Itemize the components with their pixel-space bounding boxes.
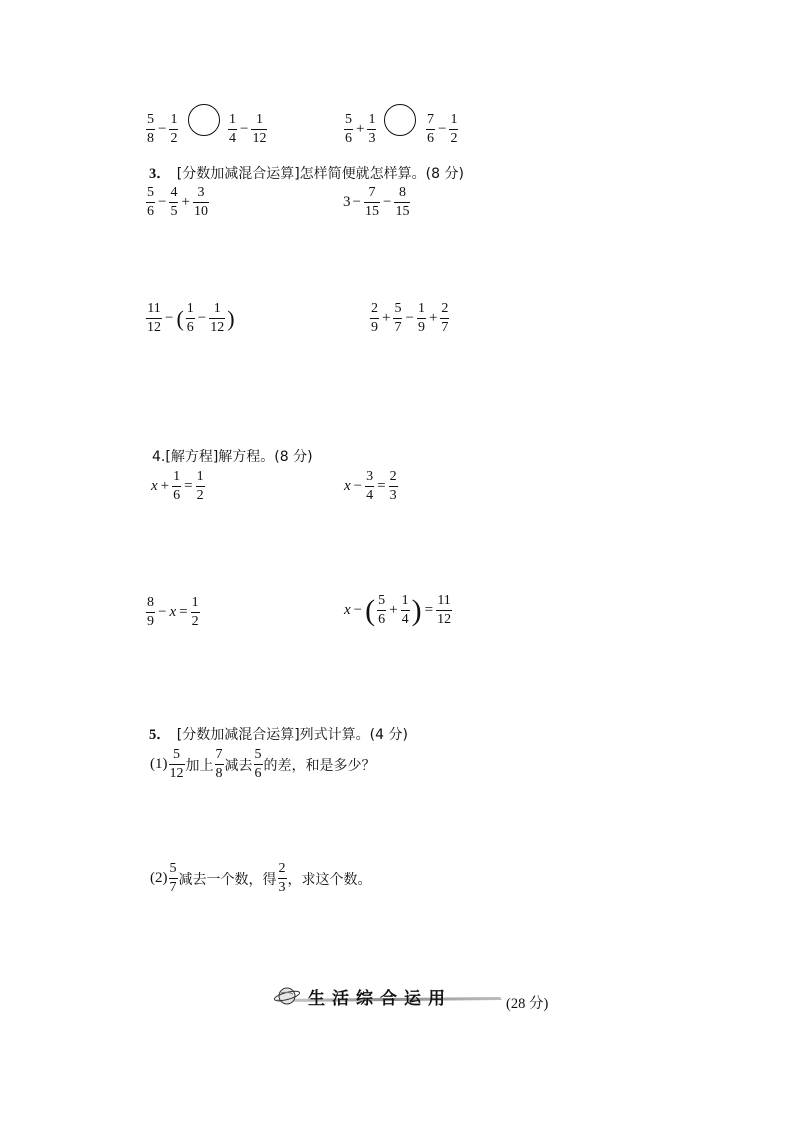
operator: −	[438, 121, 447, 137]
fraction-numerator: 11	[437, 593, 451, 608]
parenthesis: )	[411, 593, 422, 627]
fraction	[193, 186, 209, 219]
q4-equation-3	[145, 596, 201, 629]
fraction	[449, 113, 458, 146]
fraction-denominator: 2	[191, 614, 199, 629]
fraction-numerator: 1	[170, 112, 178, 127]
operator: =	[424, 602, 434, 618]
q5-part-2	[150, 862, 372, 895]
fraction	[196, 470, 205, 503]
compare-answer-circle-left[interactable]	[188, 104, 220, 136]
fraction-denominator: 12	[169, 766, 184, 781]
variable-x: x	[344, 478, 351, 494]
operator: +	[382, 310, 391, 326]
fraction-denominator: 4	[401, 612, 409, 627]
fraction	[146, 596, 155, 629]
fraction-numerator: 1	[417, 301, 425, 316]
fraction-denominator: 7	[169, 880, 177, 895]
operator: −	[382, 194, 392, 210]
fraction-denominator: 6	[427, 131, 434, 146]
fraction-numerator: 5	[254, 747, 262, 762]
fraction-numerator: 11	[147, 301, 161, 316]
fraction-denominator: 9	[147, 614, 154, 629]
fraction	[251, 113, 267, 146]
fraction-numerator: 1	[196, 469, 204, 484]
q4-equation-1	[150, 470, 206, 503]
fraction	[228, 113, 237, 146]
fraction-denominator: 6	[186, 320, 194, 335]
fraction-denominator: 6	[147, 204, 154, 219]
fraction-numerator: 7	[215, 747, 223, 762]
variable-x: x	[151, 478, 158, 494]
fraction-numerator: 1	[229, 112, 236, 127]
fraction	[146, 302, 162, 335]
fraction-denominator: 3	[278, 880, 286, 895]
expression-text: 减去一个数，得	[178, 871, 277, 888]
fraction-denominator: 6	[173, 488, 181, 503]
operator: −	[158, 604, 167, 620]
parenthesis: )	[227, 305, 235, 331]
q3-expression-3	[145, 302, 236, 335]
fraction	[436, 594, 452, 627]
operator: +	[356, 121, 365, 137]
fraction-numerator: 1	[213, 301, 221, 316]
fraction-denominator: 7	[441, 320, 449, 335]
compare-left-expression	[145, 113, 179, 146]
fraction-numerator: 5	[173, 747, 180, 762]
fraction-numerator: 5	[378, 593, 386, 608]
fraction-numerator: 1	[368, 112, 376, 127]
variable-x: x	[344, 602, 351, 618]
fraction	[169, 113, 178, 146]
operator: −	[405, 310, 414, 326]
fraction	[394, 186, 410, 219]
fraction-denominator: 2	[170, 131, 178, 146]
fraction-numerator: 7	[427, 112, 434, 127]
fraction-denominator: 3	[389, 488, 397, 503]
fraction	[278, 862, 287, 895]
fraction-denominator: 4	[229, 131, 236, 146]
fraction-denominator: 6	[378, 612, 386, 627]
q4-equation-4	[343, 594, 453, 627]
fraction-numerator: 5	[394, 301, 402, 316]
fraction-numerator: 4	[170, 185, 178, 200]
fraction-numerator: 2	[389, 469, 397, 484]
fraction	[146, 113, 155, 146]
fraction-denominator: 9	[417, 320, 425, 335]
fraction-numerator: 1	[401, 593, 409, 608]
question-3-title: 3． [分数加减混合运算]怎样简便就怎样算。(8 分)	[149, 166, 464, 182]
fraction-denominator: 12	[147, 320, 161, 335]
fraction-numerator: 1	[255, 112, 263, 127]
q3-expression-4	[369, 302, 450, 335]
operator: −	[197, 310, 207, 326]
fraction-denominator: 9	[371, 320, 378, 335]
fraction	[440, 302, 449, 335]
fraction-numerator: 2	[371, 301, 378, 316]
q3-expression-1	[145, 186, 210, 219]
fraction	[169, 862, 178, 895]
operator: +	[389, 602, 398, 618]
fraction	[254, 748, 263, 781]
fraction	[209, 302, 225, 335]
section-title: 生活综合运用	[308, 989, 452, 1009]
section-score: (28 分)	[506, 996, 549, 1012]
fraction-denominator: 8	[215, 766, 223, 781]
fraction	[364, 186, 380, 219]
fraction	[417, 302, 426, 335]
parenthesis: (	[365, 593, 376, 627]
expression-text: (2)	[150, 870, 168, 886]
fraction	[169, 186, 178, 219]
expression-text: 减去	[224, 757, 253, 774]
question-5-title: 5． [分数加减混合运算]列式计算。(4 分)	[149, 727, 408, 743]
fraction-denominator: 12	[437, 612, 452, 627]
operator: =	[179, 604, 188, 620]
parenthesis: (	[176, 305, 184, 331]
fraction-numerator: 1	[450, 112, 458, 127]
fraction-denominator: 3	[368, 131, 376, 146]
compare-answer-circle-right[interactable]	[384, 104, 416, 136]
fraction-numerator: 2	[278, 861, 286, 876]
fraction-numerator: 3	[366, 469, 374, 484]
operator: −	[165, 310, 174, 326]
expression-text: 3	[343, 194, 351, 210]
fraction-denominator: 4	[366, 488, 374, 503]
fraction	[146, 186, 155, 219]
operator: −	[240, 121, 249, 137]
fraction-numerator: 5	[147, 185, 154, 200]
compare-left-expression-right-side	[227, 113, 268, 146]
operator: −	[158, 194, 167, 210]
fraction	[191, 596, 200, 629]
fraction	[186, 302, 195, 335]
fraction	[365, 470, 374, 503]
operator: −	[353, 478, 363, 494]
fraction-denominator: 2	[196, 488, 204, 503]
question-4-title: 4.[解方程]解方程。(8 分)	[152, 449, 313, 465]
fraction-numerator: 1	[191, 595, 199, 610]
fraction	[401, 594, 410, 627]
fraction-numerator: 8	[147, 595, 154, 610]
fraction-denominator: 7	[394, 320, 402, 335]
fraction	[172, 470, 181, 503]
operator: +	[428, 310, 438, 326]
fraction-numerator: 2	[441, 301, 449, 316]
fraction-denominator: 10	[193, 204, 208, 219]
fraction-denominator: 12	[252, 131, 267, 146]
fraction-denominator: 6	[345, 131, 352, 146]
fraction-denominator: 15	[364, 204, 379, 219]
compare-right-expression	[343, 113, 377, 146]
fraction	[393, 302, 402, 335]
fraction-numerator: 1	[186, 301, 194, 316]
fraction	[169, 748, 185, 781]
q5-part-1	[150, 748, 376, 781]
fraction-numerator: 5	[169, 861, 177, 876]
variable-x: x	[169, 604, 177, 620]
fraction	[367, 113, 376, 146]
operator: +	[181, 194, 190, 210]
expression-text: 加上	[185, 757, 214, 774]
fraction-denominator: 12	[210, 320, 225, 335]
fraction-denominator: 15	[395, 204, 410, 219]
operator: −	[353, 602, 363, 618]
fraction-numerator: 1	[173, 469, 181, 484]
fraction	[370, 302, 379, 335]
expression-text: 的差，和是多少？	[263, 757, 376, 774]
fraction-denominator: 5	[170, 204, 178, 219]
operator: +	[160, 478, 170, 494]
operator: =	[377, 478, 386, 494]
fraction-numerator: 5	[147, 112, 154, 127]
fraction	[215, 748, 224, 781]
fraction-numerator: 5	[345, 112, 352, 127]
fraction-denominator: 6	[254, 766, 262, 781]
fraction	[377, 594, 386, 627]
fraction	[426, 113, 435, 146]
operator: =	[184, 478, 193, 494]
fraction-numerator: 7	[368, 185, 376, 200]
fraction	[344, 113, 353, 146]
fraction-denominator: 2	[450, 131, 458, 146]
fraction-numerator: 8	[398, 185, 406, 200]
operator: −	[352, 194, 361, 210]
operator: −	[158, 121, 167, 137]
fraction	[389, 470, 398, 503]
fraction-denominator: 8	[147, 131, 154, 146]
expression-text: (1)	[150, 756, 168, 772]
q4-equation-2	[343, 470, 399, 503]
q3-expression-2	[343, 186, 411, 219]
fraction-numerator: 3	[197, 185, 205, 200]
compare-right-expression-right-side	[425, 113, 459, 146]
expression-text: ，求这个数。	[287, 871, 372, 888]
